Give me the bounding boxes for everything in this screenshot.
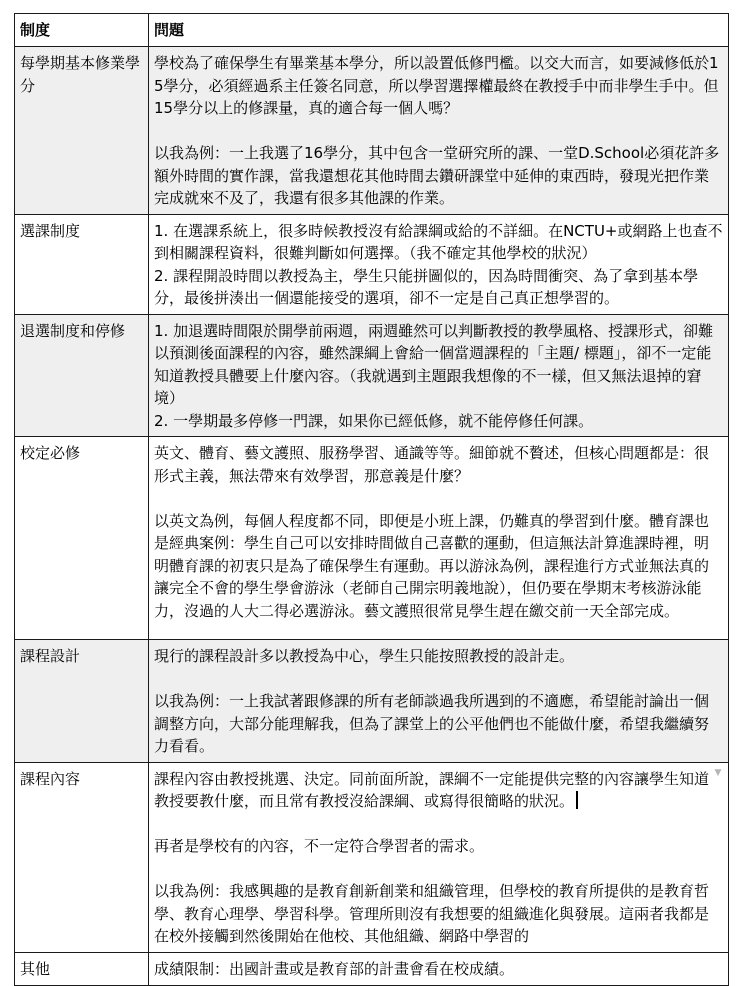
text-cursor [576,791,578,809]
system-cell[interactable]: 其他 [15,952,149,985]
header-system[interactable]: 制度 [15,14,149,47]
problem-paragraph: 2. 課程開設時間以教授為主，學生只能拼圖似的，因為時間衝突、為了拿到基本學分，最後拼湊出一個還能接受的選項，卻不一定是自己真正想學習的。 [154,266,699,307]
system-cell[interactable]: 選課制度 [15,214,149,314]
table-row [15,47,729,215]
problem-paragraph: 現行的課程設計多以教授為中心，學生只能按照教授的設計走。 [154,647,575,665]
header-row [15,14,729,47]
problem-paragraph: 成績限制：出國計畫或是教育部的計畫會看在校成績。 [154,959,515,978]
problem-cell[interactable] [149,952,729,985]
problem-cell[interactable] [149,47,729,215]
problem-paragraph: 以英文為例，每個人程度都不同，即便是小班上課，仍難真的學習到什麼。體育課也是經典案例：學生自己可以安排時間做自己喜歡的運動，但這無法計算進課時裡，明明體育課的初衷只是為了確保學生有運動。再以游泳為例，課程進行方式並無法真的讓完全不會的學生學會游泳（老師自己開宗明義地說），但仍要在學期末考核游泳能力，沒過的人大二得必選游泳。藝文護照很常見學生趕在繳交前一天全部完成。 [154,511,710,620]
problem-cell-active[interactable] [149,762,729,952]
table-row [15,214,729,314]
system-cell[interactable]: 校定必修 [15,437,149,640]
problem-cell[interactable] [149,314,729,437]
header-problem[interactable]: 問題 [149,14,729,47]
system-cell[interactable]: 退選制度和停修 [15,314,149,437]
table-row [15,762,729,952]
problem-paragraph: 2. 一學期最多停修一門課，如果你已經低修，就不能停修任何課。 [154,411,594,430]
problem-cell[interactable] [149,640,729,763]
table-row [15,640,729,763]
table-row [15,314,729,437]
table-row [15,952,729,985]
problem-paragraph: 以我為例：一上我選了16學分，其中包含一堂研究所的課、一堂D.School必須花許多額外時間的實作課，當我還想花其他時間去鑽研課堂中延伸的東西時，發現光把作業完成就來不及了，我還有很多其他課的作業。 [154,144,720,207]
problem-paragraph: 1. 加退選時間限於開學前兩週，兩週雖然可以判斷教授的教學風格、授課形式，卻難以預測後面課程的內容，雖然課綱上會給一個當週課程的「主題/ 標題」，卻不一定能知道教授具體要上什麼內容。（我就遇到主題跟我想像的不一樣，但又無法退掉的窘境） [154,321,714,407]
table-row [15,437,729,640]
cell-dropdown-icon[interactable]: ▼ [714,767,722,778]
system-cell[interactable]: 課程設計 [15,640,149,763]
problem-paragraph: 課程內容由教授挑選、決定。同前面所說，課綱不一定能提供完整的內容讓學生知道教授要教什麼，而且常有教授沒給課綱、或寫得很簡略的狀況。 [154,769,710,810]
problem-paragraph: 以我為例：我感興趣的是教育創新創業和組織管理，但學校的教育所提供的是教育哲學、教育心理學、學習科學。管理所則沒有我想要的組織進化與發展。這兩者我都是在校外接觸到然後開始在他校、其他組織、網路中學習的 [154,882,710,945]
problem-paragraph: 學校為了確保學生有畢業基本學分，所以設置低修門檻。以交大而言，如要減修低於15學分，必須經過系主任簽名同意，所以學習選擇權最終在教授手中而非學生手中。但15學分以上的修課量，真的適合每一個人嗎？ [154,54,719,117]
problem-paragraph: 1. 在選課系統上，很多時候教授沒有給課綱或給的不詳細。在NCTU+或網路上也查不到相關課程資料，很難判斷如何選擇。（我不確定其他學校的狀況） [154,221,723,262]
problem-paragraph: 再者是學校有的內容，不一定符合學習者的需求。 [154,837,485,855]
problem-paragraph: 以我為例：一上我試著跟修課的所有老師談過我所遇到的不適應，希望能討論出一個調整方向，大部分能理解我，但為了課堂上的公平他們也不能做什麼，希望我繼續努力看看。 [154,692,710,755]
problem-paragraph: 英文、體育、藝文護照、服務學習、通識等等。細節就不贅述，但核心問題都是：很形式主義，無法帶來有效學習，那意義是什麼？ [154,444,710,485]
problems-table [14,13,729,986]
system-cell[interactable]: 每學期基本修業學分 [15,47,149,215]
problem-cell[interactable] [149,437,729,640]
system-cell[interactable]: 課程內容 [15,762,149,952]
problem-cell[interactable] [149,214,729,314]
